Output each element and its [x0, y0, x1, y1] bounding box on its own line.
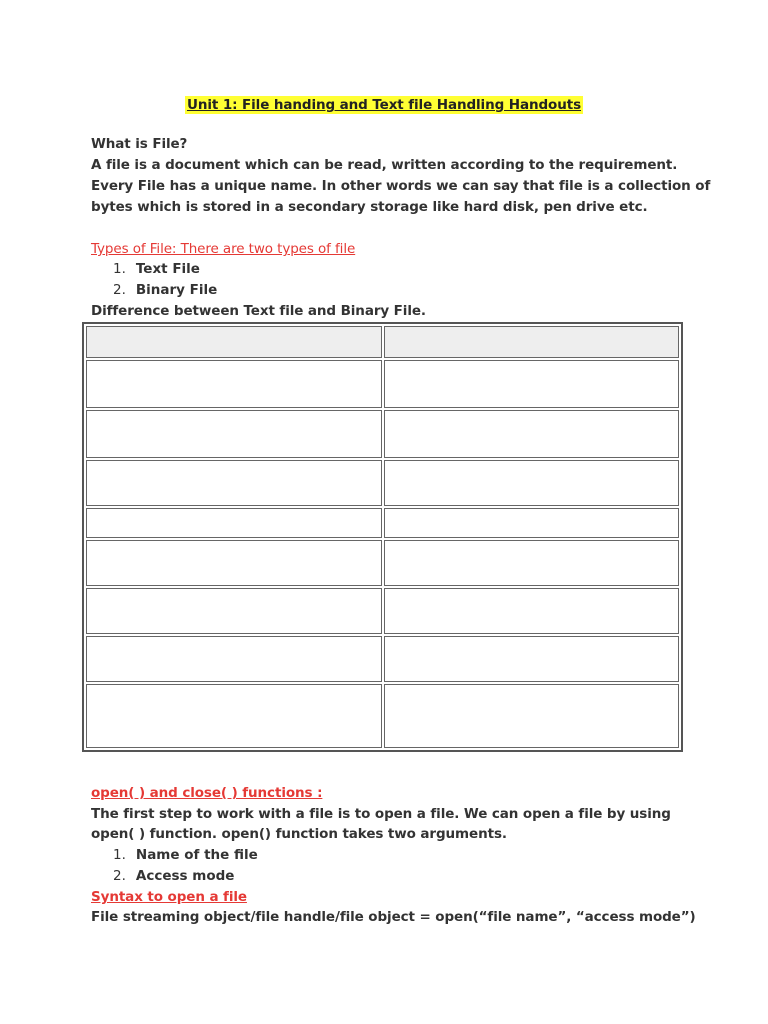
table-cell: [86, 636, 382, 682]
table-cell: [384, 360, 680, 408]
table-header-cell: [384, 326, 680, 358]
list-text: Name of the file: [135, 847, 258, 863]
table-cell: [86, 508, 382, 538]
document-title: Unit 1: File handing and Text file Handling Handouts: [186, 97, 582, 113]
table-row: [86, 360, 679, 408]
types-of-file-heading: Types of File: There are two types of file: [91, 241, 356, 257]
list-item: [113, 280, 217, 300]
open-close-line-1: The first step to work with a file is to open a file. We can open a file by using: [91, 806, 671, 822]
table-row: [86, 508, 679, 538]
table-cell: [86, 410, 382, 458]
table-row: [86, 460, 679, 506]
difference-caption: Difference between Text file and Binary File.: [91, 303, 426, 319]
list-number: 1.: [113, 847, 126, 863]
table-row: [86, 684, 679, 748]
table-row: [86, 588, 679, 634]
table-cell: [384, 684, 680, 748]
table-header-cell: [86, 326, 382, 358]
list-text: Access mode: [135, 868, 235, 884]
list-text: Text File: [135, 261, 200, 277]
table-cell: [86, 684, 382, 748]
open-close-heading: open( ) and close( ) functions :: [91, 785, 323, 801]
table-cell: [384, 410, 680, 458]
table-cell: [384, 460, 680, 506]
what-is-file-heading: What is File?: [91, 136, 188, 152]
list-number: 2.: [113, 282, 126, 298]
difference-table: [82, 322, 683, 752]
syntax-line: File streaming object/file handle/file object = open(“file name”, “access mode”): [91, 909, 696, 925]
paragraph-line-2: Every File has a unique name. In other words we can say that file is a collection of: [91, 178, 711, 194]
table-header-row: [86, 326, 679, 358]
table-cell: [384, 540, 680, 586]
list-item: [113, 866, 234, 886]
table-cell: [384, 508, 680, 538]
paragraph-line-1: A file is a document which can be read, written according to the requirement.: [91, 157, 678, 173]
list-number: 2.: [113, 868, 126, 884]
table-row: [86, 636, 679, 682]
table-row: [86, 540, 679, 586]
table-cell: [384, 636, 680, 682]
list-text: Binary File: [135, 282, 218, 298]
table-cell: [86, 460, 382, 506]
table-cell: [86, 588, 382, 634]
list-number: 1.: [113, 261, 126, 277]
table-row: [86, 410, 679, 458]
table-cell: [86, 540, 382, 586]
open-close-line-2: open( ) function. open() function takes two arguments.: [91, 826, 507, 842]
table-cell: [384, 588, 680, 634]
title-container: [0, 94, 768, 114]
list-item: [113, 259, 200, 279]
table-cell: [86, 360, 382, 408]
syntax-heading: Syntax to open a file: [91, 889, 247, 905]
paragraph-line-3: bytes which is stored in a secondary storage like hard disk, pen drive etc.: [91, 199, 648, 215]
list-item: [113, 845, 258, 865]
